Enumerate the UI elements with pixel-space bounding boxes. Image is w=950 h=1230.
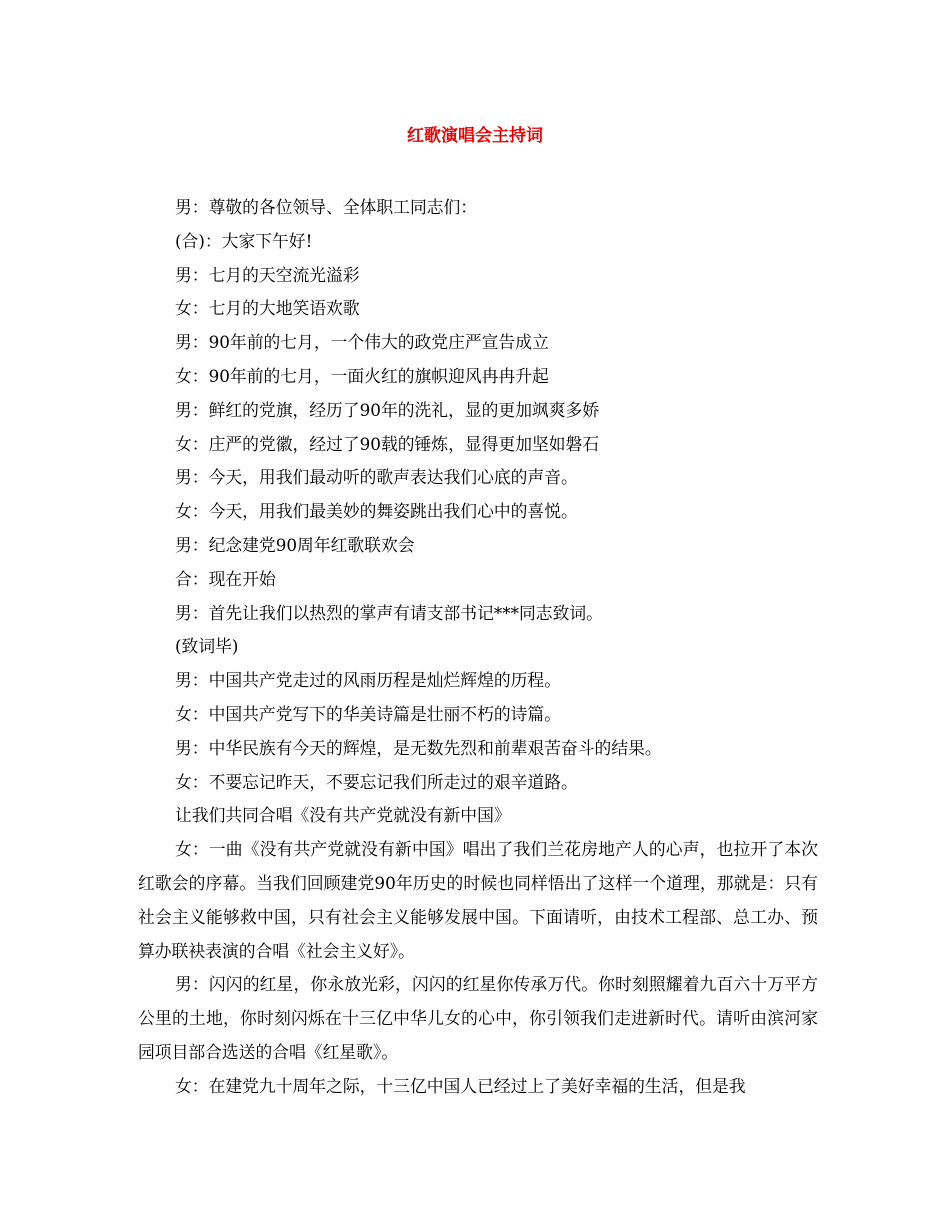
document-title: 红歌演唱会主持词: [407, 126, 543, 146]
script-line: 男：纪念建党90周年红歌联欢会: [175, 534, 415, 555]
script-paragraph: 女：一曲《没有共产党就没有新中国》唱出了我们兰花房地产人的心声，也拉开了本次红歌会的序幕。当我们回顾建党90年历史的时候也同样悟出了这样一个道理，那就是：只有社会主义能够救中国，只有社会主义能够发展中国。下面请听，由技术工程部、总工办、预算办联袂表演的合唱《社会主义好》。: [138, 839, 818, 961]
document-body: [138, 191, 818, 1104]
script-line: (致词毕): [175, 636, 239, 657]
script-line: 男：今天，用我们最动听的歌声表达我们心底的声音。: [175, 467, 578, 488]
script-line: 女：今天，用我们最美妙的舞姿跳出我们心中的喜悦。: [175, 501, 578, 522]
script-line: 让我们共同合唱《没有共产党就没有新中国》: [175, 805, 511, 826]
script-line: 男：中国共产党走过的风雨历程是灿烂辉煌的历程。: [175, 670, 561, 691]
script-line: 女：七月的大地笑语欢歌: [175, 298, 360, 319]
script-line: 女：不要忘记昨天，不要忘记我们所走过的艰辛道路。: [175, 771, 578, 792]
script-line: 男：鲜红的党旗，经历了90年的洗礼，显的更加飒爽多娇: [175, 399, 600, 420]
script-line: 女：90年前的七月，一面火红的旗帜迎风冉冉升起: [175, 365, 549, 386]
script-line: (合)：大家下午好!: [175, 230, 313, 251]
script-paragraph: 男：闪闪的红星，你永放光彩，闪闪的红星你传承万代。你时刻照耀着九百六十万平方公里的土地，你时刻闪烁在十三亿中华儿女的心中，你引领我们走进新时代。请听由滨河家园项目部合选送的合唱《红星歌》。: [138, 974, 818, 1062]
script-line: 男：中华民族有今天的辉煌，是无数先烈和前辈艰苦奋斗的结果。: [175, 737, 662, 758]
script-line: 男：首先让我们以热烈的掌声有请支部书记***同志致词。: [175, 602, 603, 623]
script-line: 男：七月的天空流光溢彩: [175, 264, 360, 285]
script-paragraph: 女：在建党九十周年之际，十三亿中国人已经过上了美好幸福的生活，但是我: [175, 1075, 746, 1096]
script-line: 男：90年前的七月，一个伟大的政党庄严宣告成立: [175, 332, 549, 353]
script-line: 男：尊敬的各位领导、全体职工同志们：: [175, 197, 478, 217]
script-line: 女：中国共产党写下的华美诗篇是壮丽不朽的诗篇。: [175, 703, 561, 724]
script-line: 女：庄严的党徽，经过了90载的锤炼，显得更加坚如磐石: [175, 433, 600, 454]
script-line: 合：现在开始: [175, 568, 276, 589]
